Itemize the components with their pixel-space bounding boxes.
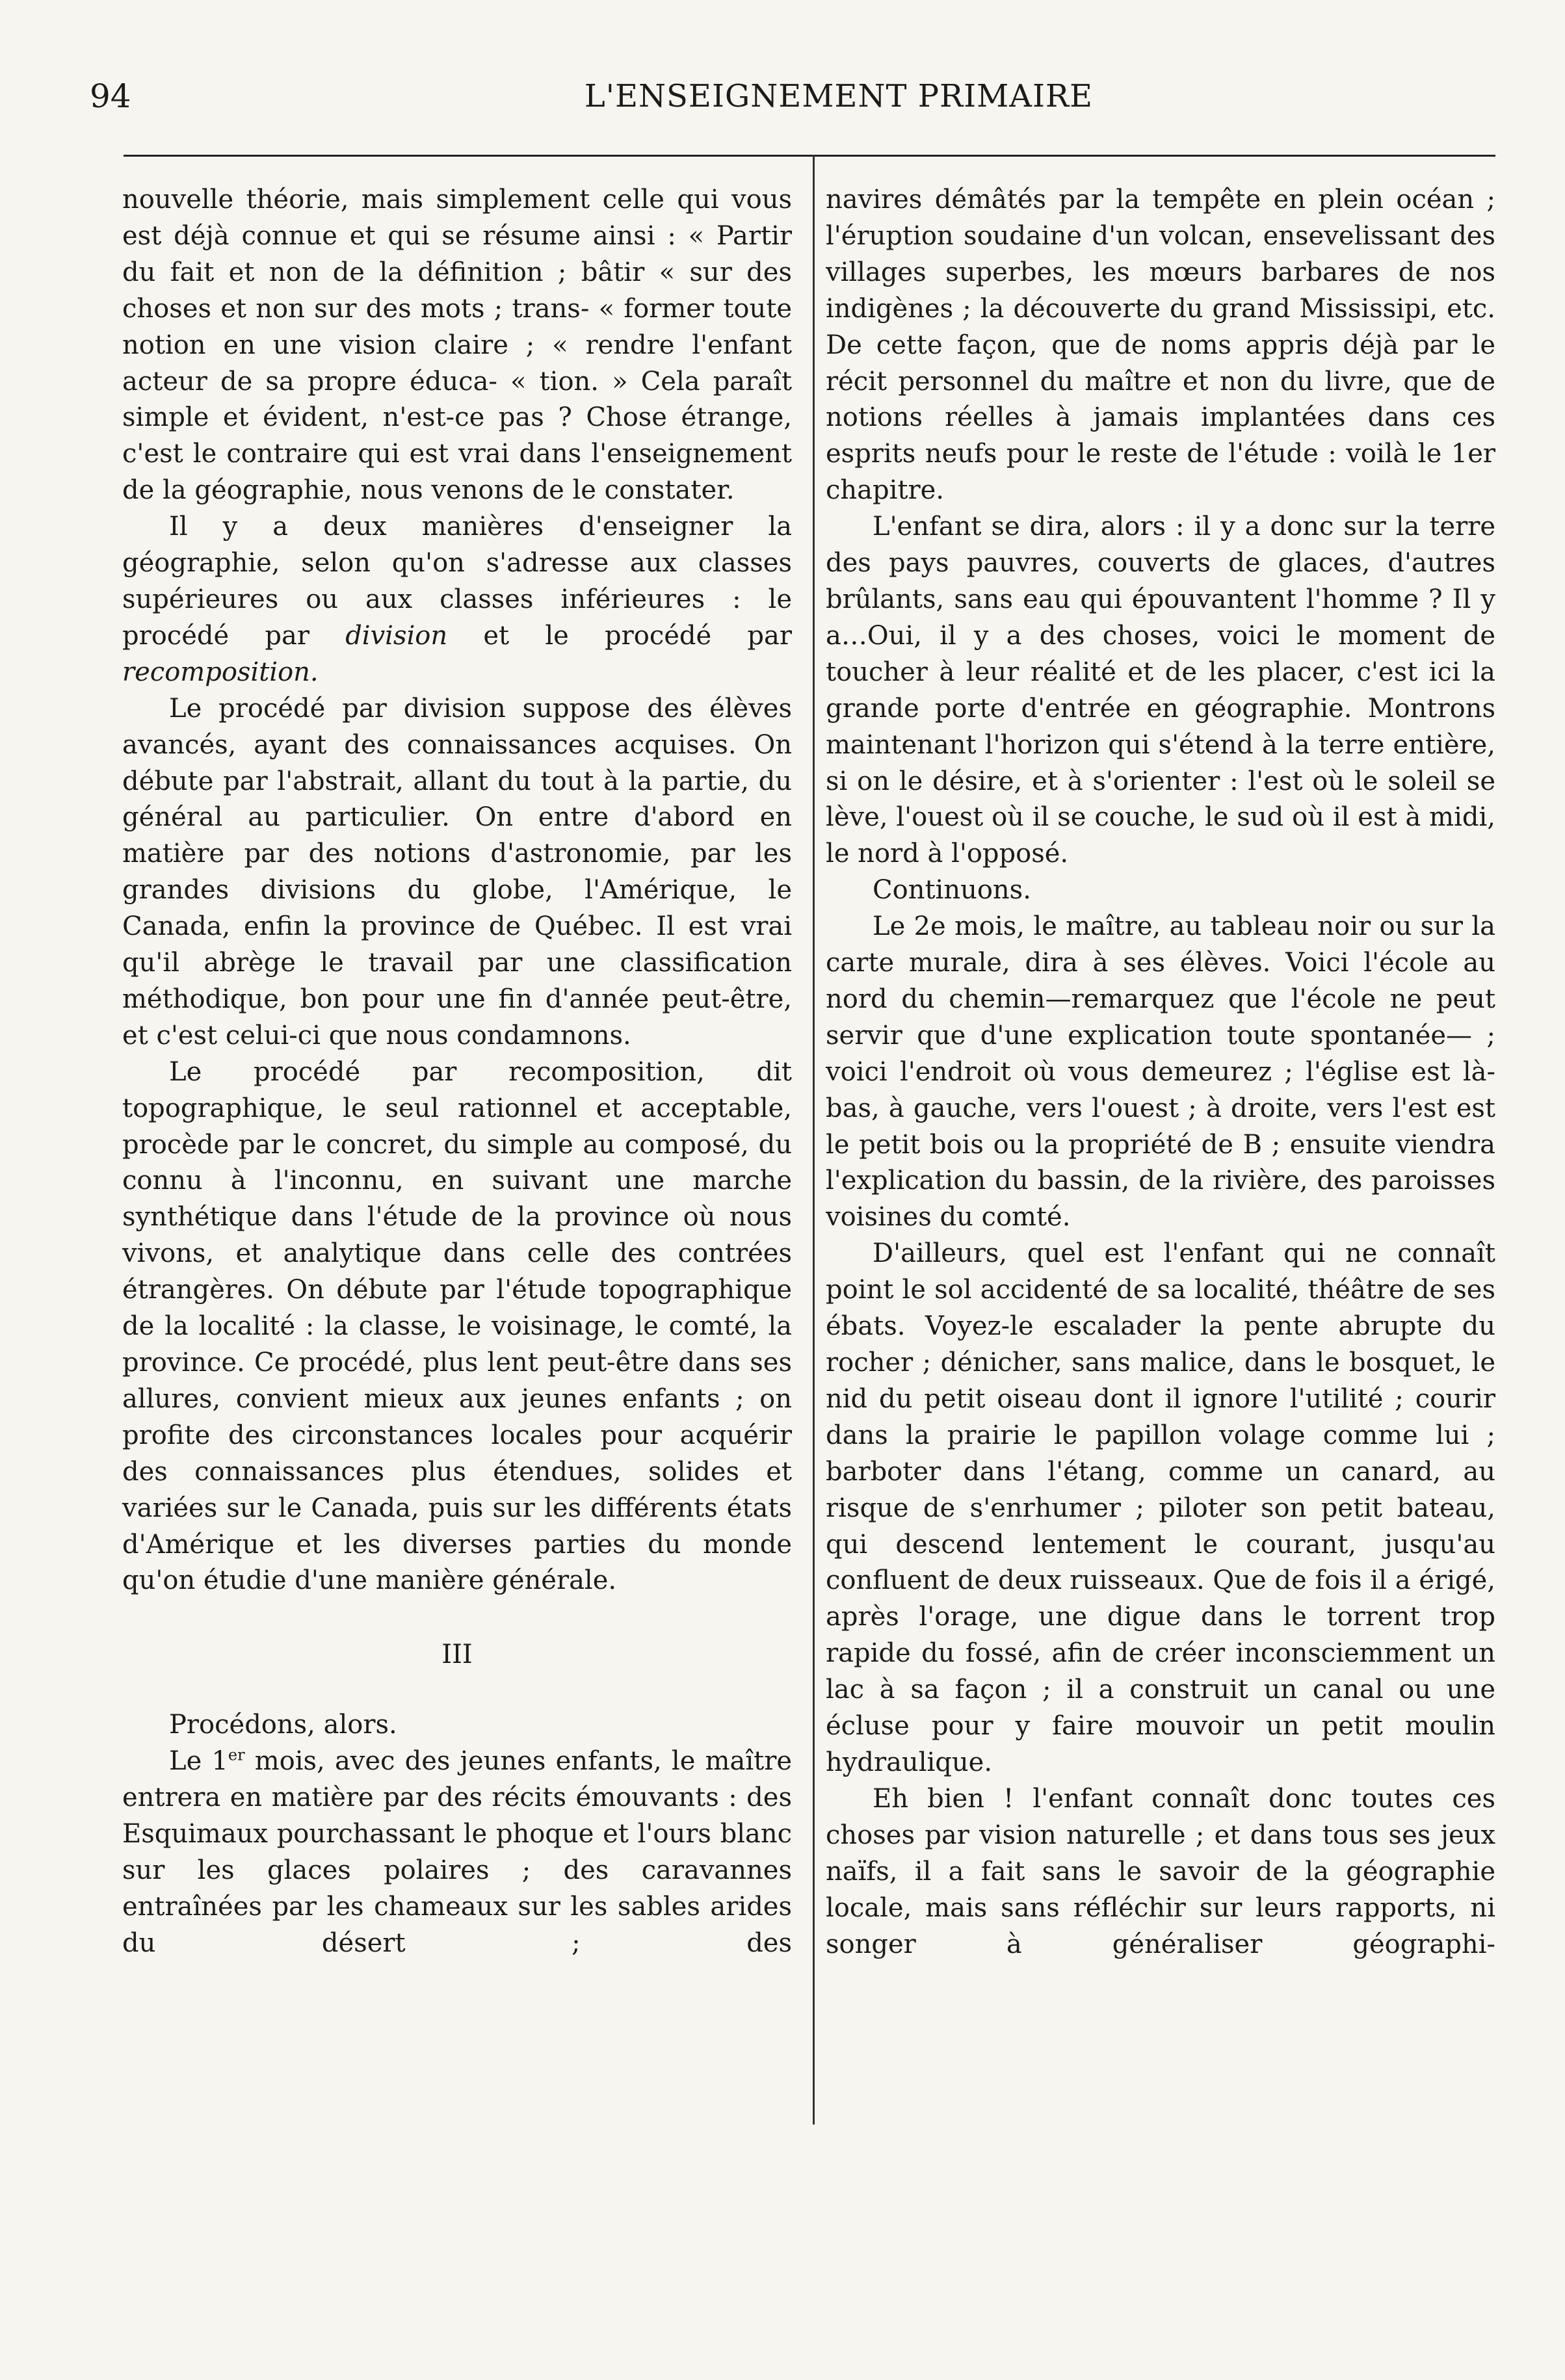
paragraph-text: et le procédé par bbox=[447, 620, 792, 651]
paragraph: nouvelle théorie, mais simplement celle qui vous est déjà connue et qui se résume ainsi : « Partir du fait et non de la définition ; bâtir « sur des choses et non sur des mots ; trans- « former toute notion en une vision claire ; « rendre l'enfant acteur de sa propre éduca- « tion. » Cela paraît simple et évident, n'est-ce pas ? Chose étrange, c'est le contraire qui est vrai dans l'enseignement de la géographie, nous venons de le constater. bbox=[122, 185, 792, 506]
left-column bbox=[122, 182, 792, 1962]
paragraph: Le procédé par division suppose des élèves avancés, ayant des connaissances acquises. On débute par l'abstrait, allant du tout à la partie, du général au particulier. On entre d'abord en matière par des notions d'astronomie, par les grandes divisions du globe, l'Amérique, le Canada, enfin la province de Québec. Il est vrai qu'il abrège le travail par une classification méthodique, bon pour une fin d'année peut-être, et c'est celui-ci que nous condamnons. bbox=[122, 693, 792, 1051]
italic-term: division bbox=[345, 620, 448, 651]
italic-term: recomposition. bbox=[122, 657, 319, 687]
paragraph-text: Il y a deux manières d'enseigner la géographie, selon qu'on s'adresse aux classes supérieures ou aux classes inférieures : le procédé par bbox=[122, 512, 792, 651]
paragraph-text: mois, avec des jeunes enfants, le maître entrera en matière par des récits émouvants : des Esquimaux pourchassant le phoque et l'ours blanc sur les glaces polaires ; des caravannes entraînées par les chameaux sur les sables arides du désert ; des bbox=[122, 1746, 792, 1958]
paragraph: D'ailleurs, quel est l'enfant qui ne connaît point le sol accidenté de sa localité, théâtre de ses ébats. Voyez-le escalader la pente abrupte du rocher ; dénicher, sans malice, dans le bosquet, le nid du petit oiseau dont il ignore l'utilité ; courir dans la prairie le papillon volage comme lui ; barboter dans l'étang, comme un canard, au risque de s'enrhumer ; piloter son petit bateau, qui descend lentement le courant, jusqu'au confluent de deux ruisseaux. Que de fois il a érigé, après l'orage, une digue dans le torrent trop rapide du fossé, afin de créer inconsciemment un lac à sa façon ; il a construit un canal ou une écluse pour y faire mouvoir un petit moulin hydraulique. bbox=[826, 1238, 1495, 1777]
paragraph: Le procédé par recomposition, dit topographique, le seul rationnel et acceptable, procède par le concret, du simple au composé, du connu à l'inconnu, en suivant une marche synthétique dans l'étude de la province où nous vivons, et analytique dans celle des contrées étrangères. On débute par l'étude topographique de la localité : la classe, le voisinage, le comté, la province. Ce procédé, plus lent peut-être dans ses allures, convient mieux aux jeunes enfants ; on profite des circonstances locales pour acquérir des connaissances plus étendues, solides et variées sur le Canada, puis sur les différents états d'Amérique et les diverses parties du monde qu'on étudie d'une manière générale. bbox=[122, 1056, 792, 1596]
header-rule bbox=[124, 155, 1495, 157]
running-title: L'ENSEIGNEMENT PRIMAIRE bbox=[584, 78, 1094, 114]
paragraph: Procédons, alors. bbox=[169, 1710, 397, 1740]
paragraph: Le 2e mois, le maître, au tableau noir ou sur la carte murale, dira à ses élèves. Voici l'école au nord du chemin—remarquez que l'école ne peut servir que d'une explication toute spontanée— ; voici l'endroit où vous demeurez ; l'église est là-bas, à gauche, vers l'ouest ; à droite, vers l'est est le petit bois ou la propriété de B ; ensuite viendra l'explication du bassin, de la rivière, des paroisses voisines du comté. bbox=[826, 911, 1495, 1233]
paragraph: navires démâtés par la tempête en plein océan ; l'éruption soudaine d'un volcan, ensevelissant des villages superbes, les mœurs barbares de nos indigènes ; la découverte du grand Mississipi, etc. De cette façon, que de noms appris déjà par le récit personnel du maître et non du livre, que de notions réelles à jamais implantées dans ces esprits neufs pour le reste de l'étude : voilà le 1er chapitre. bbox=[826, 185, 1495, 506]
section-heading: III bbox=[441, 1640, 473, 1670]
paragraph: Continuons. bbox=[873, 875, 1031, 906]
page-number: 94 bbox=[90, 77, 131, 115]
paragraph: L'enfant se dira, alors : il y a donc sur la terre des pays pauvres, couverts de glaces, d'autres brûlants, sans eau qui épouvantent l'homme ? Il y a…Oui, il y a des choses, voici le moment de toucher à leur réalité et de les placer, c'est ici la grande porte d'entrée en géographie. Montrons maintenant l'horizon qui s'étend à la terre entière, si on le désire, et à s'orienter : l'est où le soleil se lève, l'ouest où il se couche, le sud où il est à midi, le nord à l'opposé. bbox=[826, 512, 1495, 869]
superscript: er bbox=[228, 1746, 245, 1764]
column-divider bbox=[813, 155, 815, 2125]
right-column bbox=[826, 182, 1495, 1963]
paragraph-text: Le 1 bbox=[169, 1746, 228, 1777]
paragraph bbox=[122, 509, 792, 691]
paragraph bbox=[122, 1744, 792, 1961]
paragraph: Eh bien ! l'enfant connaît donc toutes ces choses par vision naturelle ; et dans tous ses jeux naïfs, il a fait sans le savoir de la géographie locale, mais sans réfléchir sur leurs rapports, ni songer à généraliser géographi- bbox=[826, 1783, 1495, 1959]
